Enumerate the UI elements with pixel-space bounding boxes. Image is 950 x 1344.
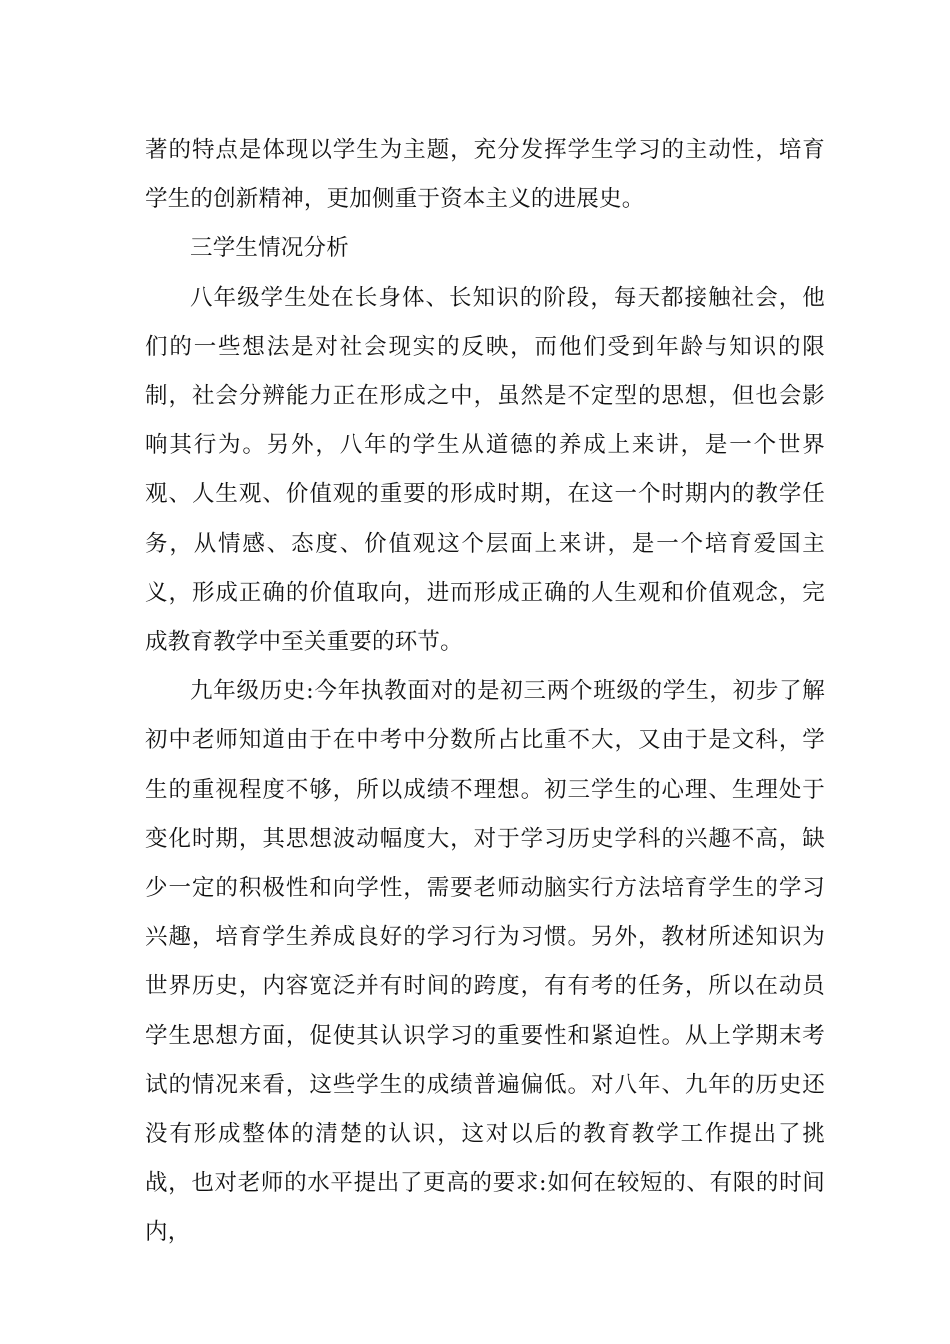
paragraph-continuation: 著的特点是体现以学生为主题，充分发挥学生学习的主动性，培育学生的创新精神，更加侧重于资本主义的进展史。 bbox=[145, 137, 825, 213]
document-body bbox=[145, 126, 825, 1258]
paragraph-grade-nine: 九年级历史:今年执教面对的是初三两个班级的学生，初步了解初中老师知道由于在中考中分数所占比重不大，又由于是文科，学生的重视程度不够，所以成绩不理想。初三学生的心理、生理处于变化时期，其思想波动幅度大，对于学习历史学科的兴趣不高，缺少一定的积极性和向学性，需要老师动脑实行方法培育学生的学习兴趣，培育学生养成良好的学习行为习惯。另外，教材所述知识为世界历史，内容宽泛并有时间的跨度，有有考的任务，所以在动员学生思想方面，促使其认识学习的重要性和紧迫性。从上学期末考试的情况来看，这些学生的成绩普遍偏低。对八年、九年的历史还没有形成整体的清楚的认识，这对以后的教育教学工作提出了挑战，也对老师的水平提出了更高的要求:如何在较短的、有限的时间内， bbox=[145, 678, 825, 1246]
paragraph-grade-eight: 八年级学生处在长身体、长知识的阶段，每天都接触社会，他们的一些想法是对社会现实的反映，而他们受到年龄与知识的限制，社会分辨能力正在形成之中，虽然是不定型的思想，但也会影响其行为。另外，八年的学生从道德的养成上来讲，是一个世界观、人生观、价值观的重要的形成时期，在这一个时期内的教学任务，从情感、态度、价值观这个层面上来讲，是一个培育爱国主义，形成正确的价值取向，进而形成正确的人生观和价值观念，完成教育教学中至关重要的环节。 bbox=[145, 284, 825, 656]
section-heading: 三学生情况分析 bbox=[190, 235, 349, 262]
